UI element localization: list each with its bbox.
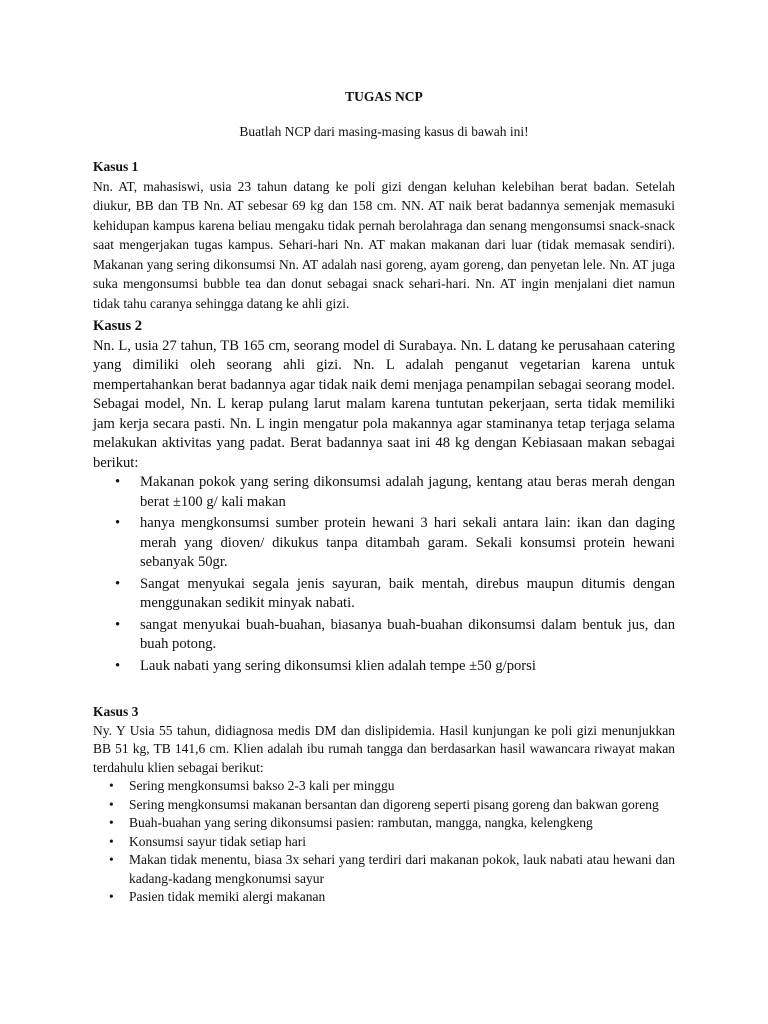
list-item-text: sangat menyukai buah-buahan, biasanya buah-buahan dikonsumsi dalam bentuk jus, dan buah potong. xyxy=(140,616,675,652)
bullet-icon: • xyxy=(109,778,114,793)
bullet-icon: • xyxy=(115,474,121,490)
bullet-icon: • xyxy=(109,796,114,812)
list-item xyxy=(115,514,675,573)
list-item-text: Pasien tidak memiki alergi makanan xyxy=(129,889,326,904)
bullet-icon: • xyxy=(109,833,114,849)
list-item xyxy=(109,814,675,833)
list-item-text: Makanan pokok yang sering dikonsumsi adalah jagung, kentang atau beras merah dengan berat ±100 g/ kali makan xyxy=(140,474,675,510)
case-2-section xyxy=(93,317,675,676)
case-1-body: Nn. AT, mahasiswi, usia 23 tahun datang ke poli gizi dengan keluhan kelebihan berat badan. Setelah diukur, BB dan TB Nn. AT sebesar 69 kg dan 158 cm. NN. AT naik berat badannya semenjak memasuki kehidupan kampus karena beliau mengaku tidak pernah berolahraga dan senang mengonsumsi snack-snack saat mengerjakan tugas kampus. Sehari-hari Nn. AT makan makanan dari luar (tidak memasak sendiri). Makanan yang sering dikonsumsi Nn. AT adalah nasi goreng, ayam goreng, dan penyetan lele. Nn. AT juga suka mengonsumsi bubble tea dan donut sebagai snack sehari-hari. Nn. AT ingin menjalani diet namun tidak tahu caranya sehingga datang ke ahli gizi. xyxy=(93,178,675,311)
list-item xyxy=(115,657,675,677)
list-item xyxy=(109,777,675,796)
list-item xyxy=(109,833,675,852)
list-item-text: Buah-buahan yang sering dikonsumsi pasien: rambutan, mangga, nangka, kelengkeng xyxy=(129,815,593,830)
bullet-icon: • xyxy=(115,575,121,592)
list-item xyxy=(115,616,675,655)
list-item-text: Lauk nabati yang sering dikonsumsi klien adalah tempe ±50 g/porsi xyxy=(140,657,536,674)
bullet-icon: • xyxy=(115,657,121,674)
list-item-text: Konsumsi sayur tidak setiap hari xyxy=(129,833,306,849)
case-2-heading: Kasus 2 xyxy=(93,318,143,334)
list-item-text: Sangat menyukai segala jenis sayuran, baik mentah, direbus maupun ditumis dengan menggunakan sedikit minyak nabati. xyxy=(140,575,675,611)
case-3-section xyxy=(93,703,675,907)
list-item-text: Sering mengkonsumsi bakso 2-3 kali per minggu xyxy=(129,778,395,793)
list-item xyxy=(109,796,675,815)
list-item xyxy=(109,888,675,907)
list-item-text: Sering mengkonsumsi makanan bersantan dan digoreng seperti pisang goreng dan bakwan goreng xyxy=(129,796,659,812)
list-item xyxy=(115,473,675,512)
case-2-body: Nn. L, usia 27 tahun, TB 165 cm, seorang model di Surabaya. Nn. L datang ke perusahaan catering yang dimiliki oleh seorang ahli gizi. Nn. L adalah penganut vegetarian karena untuk mempertahankan berat badannya agar tidak naik demi menjaga penampilan sebagai seorang model. Sebagai model, Nn. L kerap pulang larut malam karena tuntutan pekerjaan, serta tidak memiliki jam kerja secara pasti. Nn. L ingin mengatur pola makannya agar staminanya tetap terjaga selama melakukan aktivitas yang padat. Berat badannya saat ini 48 kg dengan Kebiasaan makan sebagai berikut: xyxy=(93,337,675,471)
case-3-body: Ny. Y Usia 55 tahun, didiagnosa medis DM dan dislipidemia. Hasil kunjungan ke poli gizi menunjukkan BB 51 kg, TB 141,6 cm. Klien adalah ibu rumah tangga dan berdasarkan hasil wawancara riwayat makan terdahulu klien sebagai berikut: xyxy=(93,722,675,775)
page-title: TUGAS NCP xyxy=(345,89,423,104)
case-1-section xyxy=(93,157,675,313)
bullet-icon: • xyxy=(109,852,114,867)
case-2-habit-list xyxy=(115,473,675,676)
instruction-text: Buatlah NCP dari masing-masing kasus di bawah ini! xyxy=(239,124,529,139)
list-item xyxy=(115,575,675,614)
bullet-icon: • xyxy=(109,889,114,904)
case-3-diet-history-list xyxy=(109,777,675,907)
bullet-icon: • xyxy=(115,515,121,531)
list-item-text: Makan tidak menentu, biasa 3x sehari yang terdiri dari makanan pokok, lauk nabati atau hewani dan kadang-kadang mengkonumsi sayur xyxy=(129,852,675,886)
case-3-heading: Kasus 3 xyxy=(93,704,139,719)
list-item xyxy=(109,851,675,888)
bullet-icon: • xyxy=(109,815,114,830)
list-item-text: hanya mengkonsumsi sumber protein hewani 3 hari sekali antara lain: ikan dan daging merah yang dioven/ dikukus tanpa ditambah garam. Sekali konsumsi protein hewani sebanyak 50gr. xyxy=(140,515,675,570)
case-1-heading: Kasus 1 xyxy=(93,159,139,174)
bullet-icon: • xyxy=(115,616,121,633)
